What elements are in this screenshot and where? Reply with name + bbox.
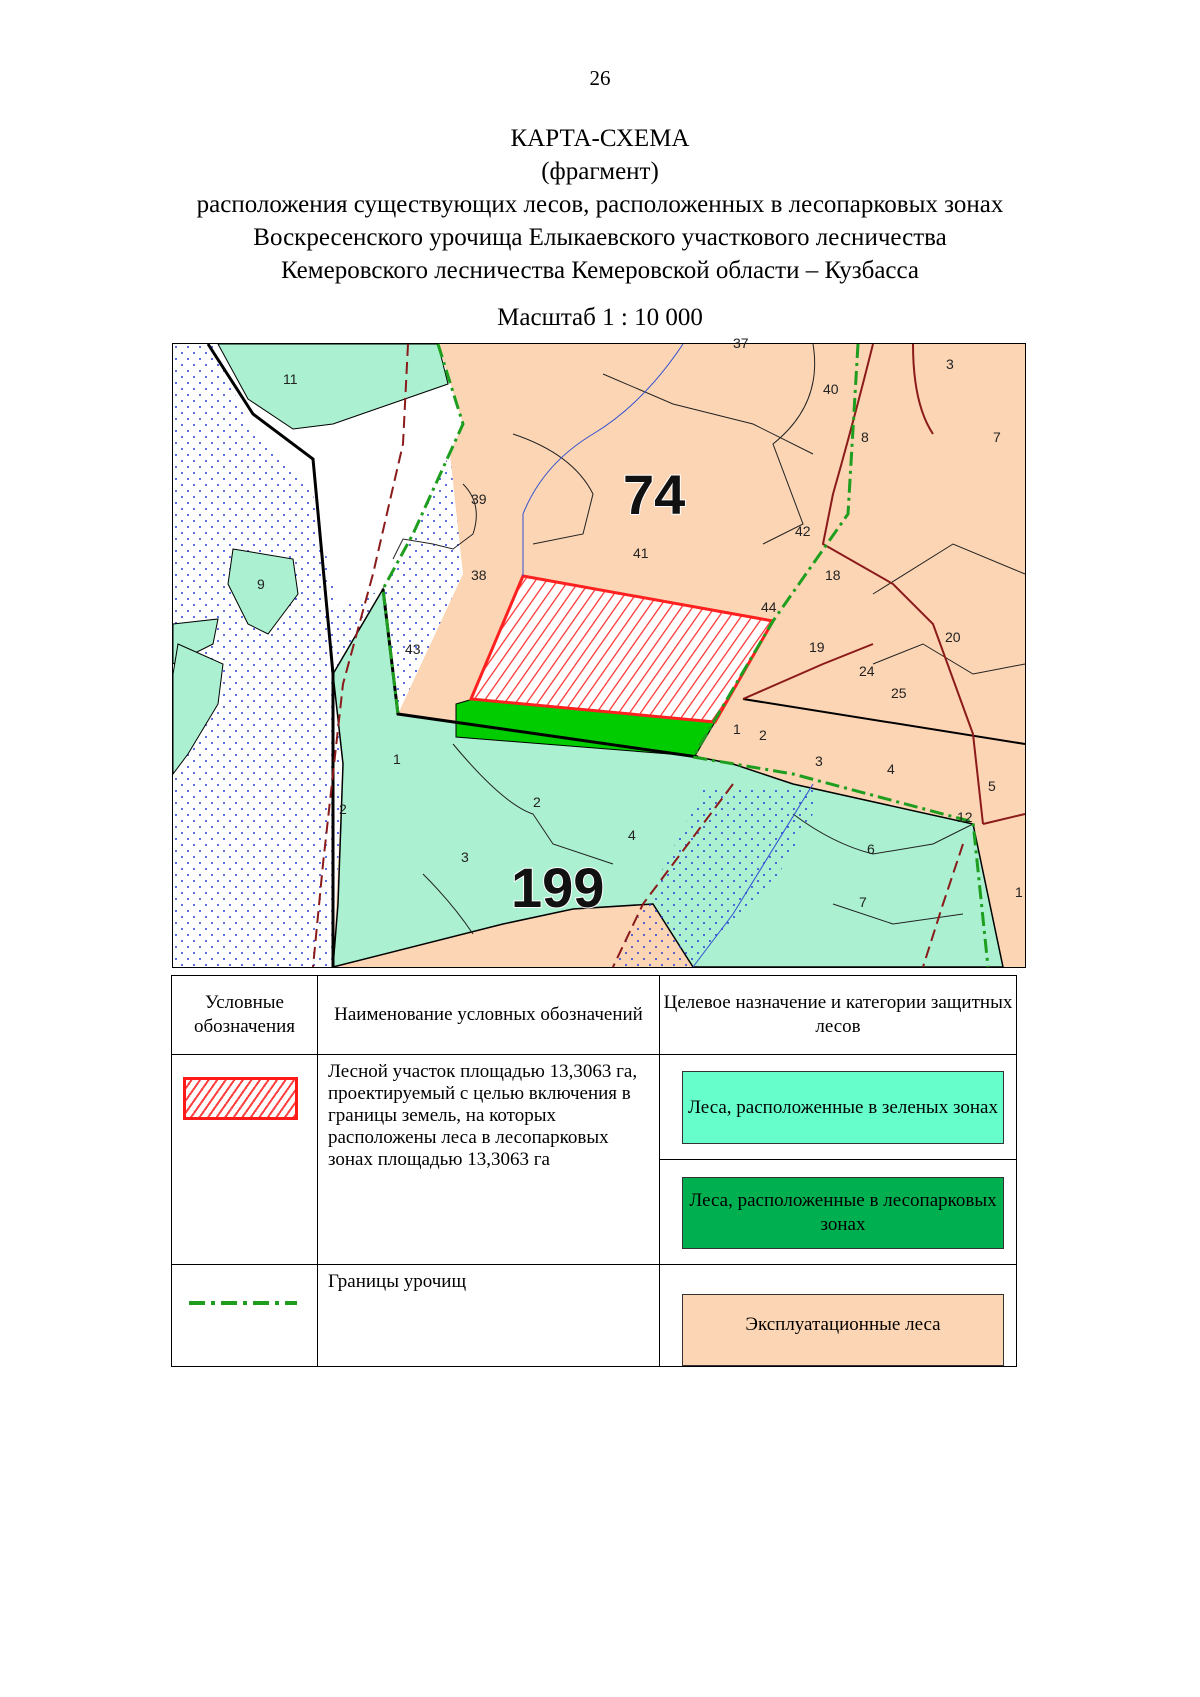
plot-label: 8 [861, 429, 869, 445]
green-dash-dot-symbol [189, 1301, 297, 1305]
map-frame [172, 335, 1026, 968]
plot-label: 41 [633, 545, 649, 561]
plot-label: 12 [957, 809, 973, 825]
green-zone-category: Леса, расположенные в зеленых зонах [682, 1071, 1004, 1144]
plot-label: 44 [761, 599, 777, 615]
plot-label: 42 [795, 523, 811, 539]
plot-label: 20 [945, 629, 961, 645]
plot-label: 38 [471, 567, 487, 583]
block-number-199: 199 [511, 856, 605, 919]
plot-label: 9 [257, 576, 265, 592]
plot-label: 37 [733, 335, 749, 351]
plot-label: 6 [867, 841, 875, 857]
legend-header-symbols: Условные обозначения [172, 976, 318, 1055]
plot-label: 18 [825, 567, 841, 583]
exploitation-forest-category: Эксплуатационные леса [682, 1294, 1004, 1366]
legend-categories-cell [660, 1055, 1017, 1367]
scale-label: Масштаб 1 : 10 000 [497, 304, 703, 331]
legend-table [171, 975, 1017, 1367]
legend-symbol-cell [172, 1265, 318, 1367]
plot-label: 2 [533, 794, 541, 810]
block-number-74: 74 [623, 463, 686, 526]
legend-header-names: Наименование условных обозначений [318, 976, 660, 1055]
plot-label: 1 [393, 751, 401, 767]
legend-boundary-description: Границы урочищ [318, 1265, 660, 1367]
plot-label: 19 [809, 639, 825, 655]
map-canvas [173, 335, 1025, 967]
plot-label: 1 [1015, 884, 1023, 900]
title-line-5: Кемеровского лесничества Кемеровской области – Кузбасса [280, 257, 920, 284]
plot-label: 3 [815, 753, 823, 769]
page-number: 26 [589, 66, 611, 90]
lesopark-zone-category: Леса, расположенные в лесопарковых зонах [682, 1177, 1004, 1249]
plot-label: 40 [823, 381, 839, 397]
legend-symbol-cell [172, 1055, 318, 1265]
plot-label: 4 [628, 827, 636, 843]
title-line-4: Воскресенского урочища Елыкаевского участкового лесничества [253, 224, 947, 251]
plot-label: 43 [405, 641, 421, 657]
plot-label: 2 [339, 801, 347, 817]
plot-label: 24 [859, 663, 875, 679]
plot-label: 5 [988, 778, 996, 794]
plot-label: 25 [891, 685, 907, 701]
map-title [0, 122, 1200, 287]
plot-label: 11 [283, 371, 298, 387]
plot-label: 2 [759, 727, 767, 743]
category-divider [660, 1264, 1016, 1282]
plot-label: 7 [993, 429, 1001, 445]
plot-label: 3 [946, 356, 954, 372]
plot-label: 39 [471, 491, 487, 507]
plot-label: 1 [733, 721, 741, 737]
title-line-2: (фрагмент) [541, 158, 659, 185]
plot-label: 4 [887, 761, 895, 777]
plot-label: 7 [859, 894, 867, 910]
red-hatch-symbol [183, 1077, 298, 1120]
title-line-1: КАРТА-СХЕМА [510, 125, 690, 152]
legend-header-purpose: Целевое назначение и категории защитных лесов [660, 976, 1017, 1055]
category-divider [660, 1159, 1016, 1177]
legend-planned-plot-description: Лесной участок площадью 13,3063 га, проектируемый с целью включения в границы земель, на которых расположены леса в лесопарковых зонах площадью 13,3063 га [318, 1055, 660, 1265]
plot-label: 3 [461, 849, 469, 865]
title-line-3: расположения существующих лесов, расположенных в лесопарковых зонах [196, 191, 1004, 218]
